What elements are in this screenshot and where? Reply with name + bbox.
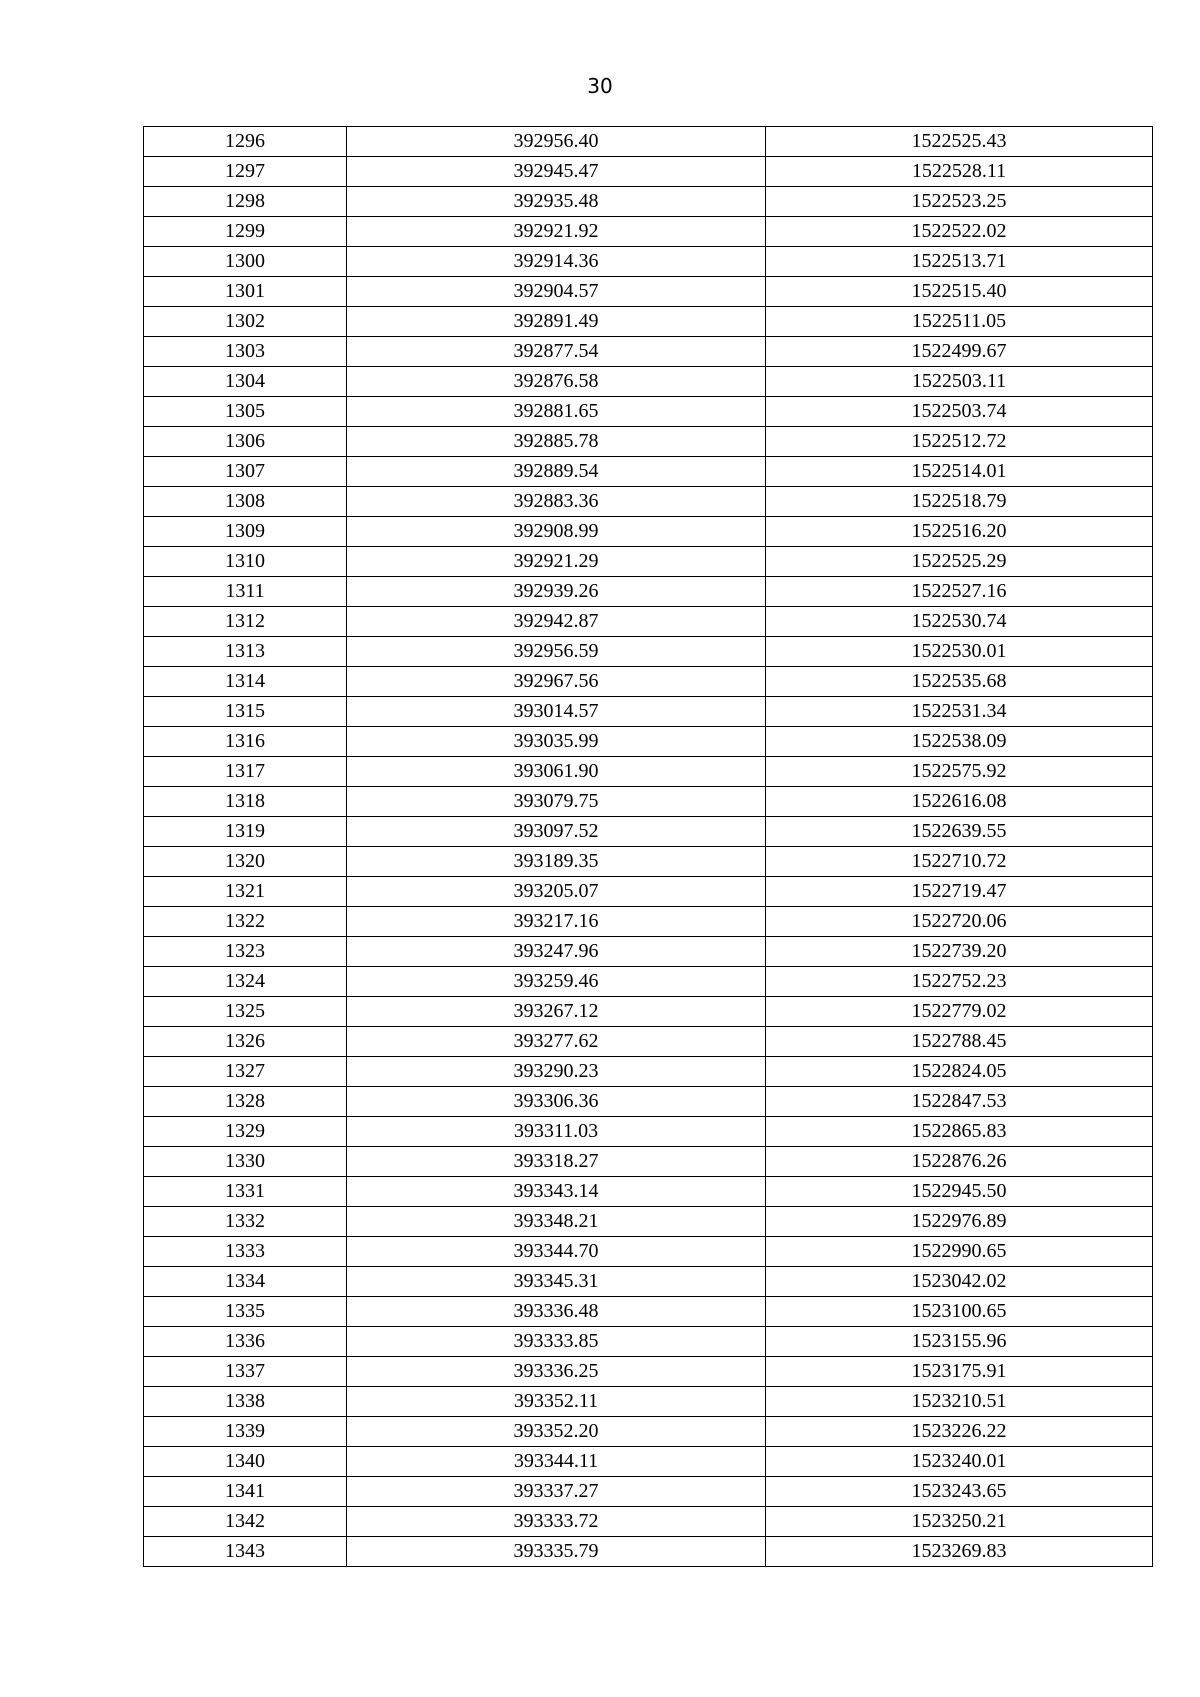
point-number-cell: 1302 (144, 307, 347, 337)
point-number-cell: 1297 (144, 157, 347, 187)
y-coordinate-cell: 1522720.06 (766, 907, 1153, 937)
x-coordinate-cell: 393205.07 (347, 877, 766, 907)
point-number-cell: 1301 (144, 277, 347, 307)
table-row (144, 427, 1153, 457)
y-coordinate-cell: 1522527.16 (766, 577, 1153, 607)
y-coordinate-cell: 1522710.72 (766, 847, 1153, 877)
table-row (144, 1507, 1153, 1537)
x-coordinate-cell: 392904.57 (347, 277, 766, 307)
x-coordinate-cell: 393344.70 (347, 1237, 766, 1267)
table-row (144, 937, 1153, 967)
table-row (144, 1387, 1153, 1417)
table-row (144, 1027, 1153, 1057)
table-row (144, 397, 1153, 427)
point-number-cell: 1340 (144, 1447, 347, 1477)
x-coordinate-cell: 393352.11 (347, 1387, 766, 1417)
table-row (144, 277, 1153, 307)
y-coordinate-cell: 1522523.25 (766, 187, 1153, 217)
x-coordinate-cell: 393318.27 (347, 1147, 766, 1177)
x-coordinate-cell: 393061.90 (347, 757, 766, 787)
point-number-cell: 1329 (144, 1117, 347, 1147)
y-coordinate-cell: 1522525.43 (766, 127, 1153, 157)
y-coordinate-cell: 1523240.01 (766, 1447, 1153, 1477)
table-row (144, 697, 1153, 727)
x-coordinate-cell: 393343.14 (347, 1177, 766, 1207)
x-coordinate-cell: 393277.62 (347, 1027, 766, 1057)
point-number-cell: 1326 (144, 1027, 347, 1057)
point-number-cell: 1303 (144, 337, 347, 367)
y-coordinate-cell: 1522616.08 (766, 787, 1153, 817)
y-coordinate-cell: 1522514.01 (766, 457, 1153, 487)
point-number-cell: 1299 (144, 217, 347, 247)
table-row (144, 1417, 1153, 1447)
x-coordinate-cell: 392956.59 (347, 637, 766, 667)
table-row (144, 1447, 1153, 1477)
x-coordinate-cell: 393336.25 (347, 1357, 766, 1387)
table-row (144, 667, 1153, 697)
y-coordinate-cell: 1522515.40 (766, 277, 1153, 307)
y-coordinate-cell: 1522531.34 (766, 697, 1153, 727)
point-number-cell: 1298 (144, 187, 347, 217)
table-row (144, 727, 1153, 757)
x-coordinate-cell: 393097.52 (347, 817, 766, 847)
x-coordinate-cell: 393311.03 (347, 1117, 766, 1147)
y-coordinate-cell: 1523100.65 (766, 1297, 1153, 1327)
y-coordinate-cell: 1523250.21 (766, 1507, 1153, 1537)
point-number-cell: 1300 (144, 247, 347, 277)
y-coordinate-cell: 1522516.20 (766, 517, 1153, 547)
y-coordinate-cell: 1522528.11 (766, 157, 1153, 187)
point-number-cell: 1315 (144, 697, 347, 727)
point-number-cell: 1335 (144, 1297, 347, 1327)
table-row (144, 457, 1153, 487)
point-number-cell: 1309 (144, 517, 347, 547)
table-row (144, 1267, 1153, 1297)
y-coordinate-cell: 1522788.45 (766, 1027, 1153, 1057)
point-number-cell: 1308 (144, 487, 347, 517)
y-coordinate-cell: 1522503.74 (766, 397, 1153, 427)
coordinates-table-body (144, 127, 1153, 1567)
x-coordinate-cell: 393217.16 (347, 907, 766, 937)
table-row (144, 997, 1153, 1027)
table-row (144, 1057, 1153, 1087)
y-coordinate-cell: 1522530.74 (766, 607, 1153, 637)
x-coordinate-cell: 392883.36 (347, 487, 766, 517)
y-coordinate-cell: 1522513.71 (766, 247, 1153, 277)
table-row (144, 967, 1153, 997)
table-row (144, 1117, 1153, 1147)
y-coordinate-cell: 1523269.83 (766, 1537, 1153, 1567)
table-row (144, 307, 1153, 337)
table-row (144, 127, 1153, 157)
y-coordinate-cell: 1522535.68 (766, 667, 1153, 697)
x-coordinate-cell: 393335.79 (347, 1537, 766, 1567)
y-coordinate-cell: 1522990.65 (766, 1237, 1153, 1267)
point-number-cell: 1316 (144, 727, 347, 757)
page-number: 30 (587, 74, 613, 98)
point-number-cell: 1313 (144, 637, 347, 667)
x-coordinate-cell: 392939.26 (347, 577, 766, 607)
table-row (144, 337, 1153, 367)
point-number-cell: 1310 (144, 547, 347, 577)
point-number-cell: 1338 (144, 1387, 347, 1417)
point-number-cell: 1307 (144, 457, 347, 487)
x-coordinate-cell: 393344.11 (347, 1447, 766, 1477)
x-coordinate-cell: 392881.65 (347, 397, 766, 427)
y-coordinate-cell: 1522530.01 (766, 637, 1153, 667)
point-number-cell: 1305 (144, 397, 347, 427)
x-coordinate-cell: 393336.48 (347, 1297, 766, 1327)
point-number-cell: 1323 (144, 937, 347, 967)
y-coordinate-cell: 1522752.23 (766, 967, 1153, 997)
y-coordinate-cell: 1522865.83 (766, 1117, 1153, 1147)
point-number-cell: 1337 (144, 1357, 347, 1387)
table-row (144, 847, 1153, 877)
y-coordinate-cell: 1522575.92 (766, 757, 1153, 787)
y-coordinate-cell: 1522522.02 (766, 217, 1153, 247)
table-row (144, 367, 1153, 397)
y-coordinate-cell: 1523226.22 (766, 1417, 1153, 1447)
point-number-cell: 1318 (144, 787, 347, 817)
table-row (144, 577, 1153, 607)
y-coordinate-cell: 1522824.05 (766, 1057, 1153, 1087)
x-coordinate-cell: 392935.48 (347, 187, 766, 217)
y-coordinate-cell: 1522512.72 (766, 427, 1153, 457)
y-coordinate-cell: 1522503.11 (766, 367, 1153, 397)
point-number-cell: 1333 (144, 1237, 347, 1267)
point-number-cell: 1341 (144, 1477, 347, 1507)
x-coordinate-cell: 392921.29 (347, 547, 766, 577)
y-coordinate-cell: 1522639.55 (766, 817, 1153, 847)
table-row (144, 607, 1153, 637)
x-coordinate-cell: 393306.36 (347, 1087, 766, 1117)
point-number-cell: 1325 (144, 997, 347, 1027)
x-coordinate-cell: 393189.35 (347, 847, 766, 877)
x-coordinate-cell: 393333.85 (347, 1327, 766, 1357)
table-row (144, 1477, 1153, 1507)
x-coordinate-cell: 393247.96 (347, 937, 766, 967)
point-number-cell: 1331 (144, 1177, 347, 1207)
y-coordinate-cell: 1523243.65 (766, 1477, 1153, 1507)
y-coordinate-cell: 1522511.05 (766, 307, 1153, 337)
table-row (144, 1177, 1153, 1207)
x-coordinate-cell: 392891.49 (347, 307, 766, 337)
point-number-cell: 1304 (144, 367, 347, 397)
table-row (144, 1237, 1153, 1267)
point-number-cell: 1336 (144, 1327, 347, 1357)
table-row (144, 247, 1153, 277)
y-coordinate-cell: 1522945.50 (766, 1177, 1153, 1207)
y-coordinate-cell: 1522876.26 (766, 1147, 1153, 1177)
point-number-cell: 1342 (144, 1507, 347, 1537)
table-row (144, 1297, 1153, 1327)
x-coordinate-cell: 392956.40 (347, 127, 766, 157)
point-number-cell: 1311 (144, 577, 347, 607)
x-coordinate-cell: 392942.87 (347, 607, 766, 637)
table-row (144, 757, 1153, 787)
point-number-cell: 1327 (144, 1057, 347, 1087)
table-row (144, 487, 1153, 517)
x-coordinate-cell: 392921.92 (347, 217, 766, 247)
x-coordinate-cell: 392967.56 (347, 667, 766, 697)
table-row (144, 517, 1153, 547)
y-coordinate-cell: 1523175.91 (766, 1357, 1153, 1387)
point-number-cell: 1320 (144, 847, 347, 877)
table-row (144, 787, 1153, 817)
coordinates-table (143, 126, 1153, 1567)
x-coordinate-cell: 393267.12 (347, 997, 766, 1027)
x-coordinate-cell: 392945.47 (347, 157, 766, 187)
point-number-cell: 1296 (144, 127, 347, 157)
table-row (144, 1537, 1153, 1567)
point-number-cell: 1343 (144, 1537, 347, 1567)
y-coordinate-cell: 1522739.20 (766, 937, 1153, 967)
table-row (144, 547, 1153, 577)
x-coordinate-cell: 392889.54 (347, 457, 766, 487)
y-coordinate-cell: 1523210.51 (766, 1387, 1153, 1417)
point-number-cell: 1312 (144, 607, 347, 637)
y-coordinate-cell: 1522499.67 (766, 337, 1153, 367)
point-number-cell: 1334 (144, 1267, 347, 1297)
point-number-cell: 1306 (144, 427, 347, 457)
x-coordinate-cell: 392908.99 (347, 517, 766, 547)
x-coordinate-cell: 393035.99 (347, 727, 766, 757)
table-row (144, 907, 1153, 937)
table-row (144, 1087, 1153, 1117)
table-row (144, 877, 1153, 907)
table-row (144, 1147, 1153, 1177)
y-coordinate-cell: 1522719.47 (766, 877, 1153, 907)
point-number-cell: 1330 (144, 1147, 347, 1177)
point-number-cell: 1314 (144, 667, 347, 697)
table-row (144, 157, 1153, 187)
x-coordinate-cell: 393337.27 (347, 1477, 766, 1507)
point-number-cell: 1322 (144, 907, 347, 937)
y-coordinate-cell: 1523155.96 (766, 1327, 1153, 1357)
y-coordinate-cell: 1522779.02 (766, 997, 1153, 1027)
x-coordinate-cell: 393290.23 (347, 1057, 766, 1087)
table-row (144, 217, 1153, 247)
point-number-cell: 1321 (144, 877, 347, 907)
point-number-cell: 1339 (144, 1417, 347, 1447)
table-row (144, 1327, 1153, 1357)
x-coordinate-cell: 393348.21 (347, 1207, 766, 1237)
table-row (144, 187, 1153, 217)
point-number-cell: 1328 (144, 1087, 347, 1117)
x-coordinate-cell: 392885.78 (347, 427, 766, 457)
y-coordinate-cell: 1522976.89 (766, 1207, 1153, 1237)
point-number-cell: 1319 (144, 817, 347, 847)
x-coordinate-cell: 392876.58 (347, 367, 766, 397)
y-coordinate-cell: 1522525.29 (766, 547, 1153, 577)
x-coordinate-cell: 393333.72 (347, 1507, 766, 1537)
point-number-cell: 1317 (144, 757, 347, 787)
point-number-cell: 1332 (144, 1207, 347, 1237)
x-coordinate-cell: 392877.54 (347, 337, 766, 367)
y-coordinate-cell: 1522538.09 (766, 727, 1153, 757)
table-row (144, 817, 1153, 847)
x-coordinate-cell: 393079.75 (347, 787, 766, 817)
y-coordinate-cell: 1522847.53 (766, 1087, 1153, 1117)
table-row (144, 1357, 1153, 1387)
table-row (144, 1207, 1153, 1237)
table-row (144, 637, 1153, 667)
point-number-cell: 1324 (144, 967, 347, 997)
x-coordinate-cell: 393345.31 (347, 1267, 766, 1297)
y-coordinate-cell: 1523042.02 (766, 1267, 1153, 1297)
x-coordinate-cell: 393259.46 (347, 967, 766, 997)
x-coordinate-cell: 393014.57 (347, 697, 766, 727)
x-coordinate-cell: 392914.36 (347, 247, 766, 277)
x-coordinate-cell: 393352.20 (347, 1417, 766, 1447)
y-coordinate-cell: 1522518.79 (766, 487, 1153, 517)
